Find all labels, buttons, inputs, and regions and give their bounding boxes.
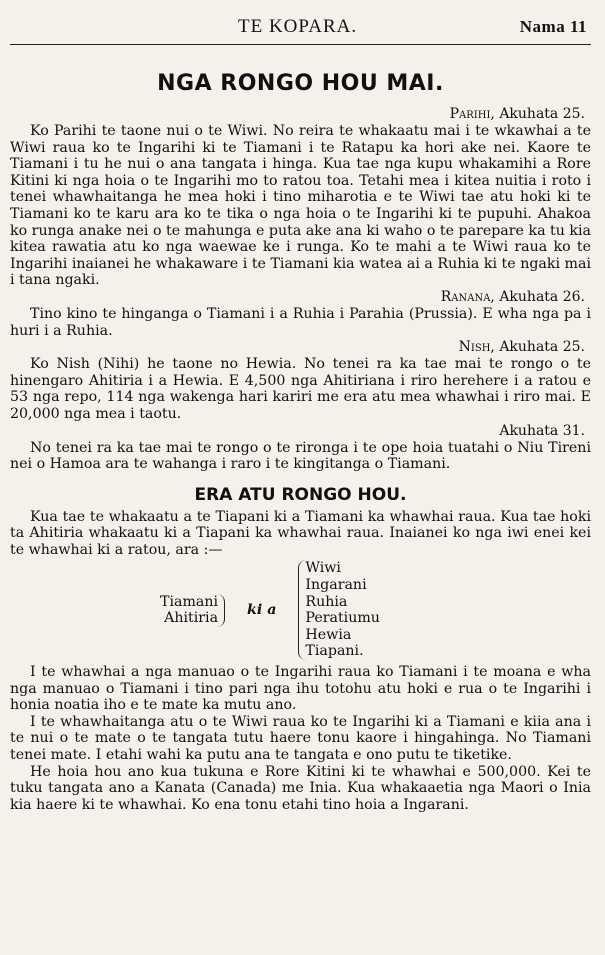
intro-paragraph: Kua tae te whakaatu a te Tiapani ki a Tiamani ka whawhai raua. Kua tae hoki ta Ahitiria whakaatu ki a Tiapani ka whawhai raua. Inaianei ko nga iwi enei kei te whawhai ki a ratou, ara :—: [10, 508, 591, 558]
news-paragraph: Ko Nish (Nihi) he taone no Hewia. No tenei ra ka tae mai te rongo o te hinengaro Ahitiria i a Hewia. E 4,500 nga Ahitiriana i riro herehere i a ratou e 53 nga repo, 114 nga wakenga hari kariri me era atu mea whawhai i riro mai. E 20,000 nga mea i taotu.: [10, 356, 591, 422]
news-paragraph: He hoia hou ano kua tukuna e Rore Kitini ki te whawhai e 500,000. Kei te tuku tangata ano a Kanata (Canada) me Inia. Kua whakaaetia nga Maori o Inia kia haere ki te whawhai. Ko ena tonu etahi tino hoia a Ingarani.: [10, 763, 591, 813]
running-header: [10, 0, 591, 45]
news-item: [10, 339, 591, 422]
versus-connector: ki a: [247, 601, 277, 618]
dateline: [10, 106, 591, 123]
dateline-date: Akuhata 31.: [499, 422, 585, 439]
nation-name: Ingarani: [305, 577, 367, 594]
allies-list: [298, 560, 380, 660]
dateline: [10, 339, 591, 356]
news-paragraph: Ko Parihi te taone nui o te Wiwi. No reira te whakaatu mai i te wkawhai a te Wiwi raua ko te Ingarihi ki te Tiamani i te Ratapu ka hori ake nei. Kaore te Tiamani i tu he nui o ana tangata i hinga. Kua tae nga kupu whakamihi a Rore Kitini ki nga hoia o te Ingarihi mo to ratou toa. Tetahi mea i kitea nuitia i roto i tenei whawhaitanga he mea hoki i tino miharotia e te Wiwi tae atu hoki ki te Tiamani ko te karu ara ko te tika o nga hoia o te Ingarihi ki te pupuhi. Ahakoa ko runga anake nei o te mahunga e puta ake ana ki waho o te parepare ka tu kia kitea rawatia atu ko nga waewae ke i runga. Ko te mahi a te Wiwi raua ko te Ingarihi inaianei he whakaware i te Tiamani kia watea ai a Ruhia ki te ngaki mai i tana ngaki.: [10, 123, 591, 289]
nation-name: Ruhia: [305, 593, 348, 610]
news-item: [10, 106, 591, 289]
news-paragraph: I te whawhai a nga manuao o te Ingarihi raua ko Tiamani i te moana e wha nga manuao o Tiamani i tino pari nga ihu totohu atu hoki e rua o te Ingarihi i honia noatia iho e te mate ka mutu ano.: [10, 664, 591, 714]
dateline-place: Ranana,: [440, 288, 495, 305]
news-paragraph: Tino kino te hinganga o Tiamani i a Ruhia i Parahia (Prussia). E wha nga pa i huri i a Ruhia.: [10, 305, 591, 339]
dateline-place: Parihi,: [449, 106, 495, 122]
belligerents-brace: [160, 560, 591, 660]
nation-name: Hewia: [305, 626, 352, 643]
news-paragraph: No tenei ra ka tae mai te rongo o te rironga i te ope hoia tuatahi o Niu Tireni nei o Hamoa ara te wahanga i raro i te kingitanga o Tiamani.: [10, 439, 591, 473]
news-paragraph: I te whawhaitanga atu o te Wiwi raua ko te Ingarihi ki a Tiamani e kiia ana i te nui o te mate o te tangata tutu haere tonu kaore i hingahinga. No Tiamani tenei mate. I etahi wahi ka putu ana te tangata e ono putu te tiketike.: [10, 713, 591, 763]
dateline: [10, 423, 591, 440]
publication-title: TE KOPARA.: [238, 16, 358, 37]
section-heading-news: NGA RONGO HOU MAI.: [157, 71, 444, 96]
dateline-date: Akuhata 25.: [494, 339, 585, 356]
nation-name: Tiapani.: [305, 643, 364, 660]
dateline-place: Nish,: [458, 339, 495, 356]
dateline-date: Akuhata 25.: [494, 106, 585, 122]
nation-name: Tiamani: [160, 593, 219, 610]
news-item: [10, 289, 591, 339]
central-powers-list: [160, 594, 225, 627]
page-number: Nama 11: [519, 17, 587, 36]
dateline: [10, 289, 591, 306]
nation-name: Peratiumu: [305, 610, 380, 627]
news-item: [10, 423, 591, 473]
dateline-date: Akuhata 26.: [494, 288, 585, 305]
section-heading-other-news: ERA ATU RONGO HOU.: [194, 484, 407, 505]
nation-name: Ahitiria: [164, 610, 219, 627]
nation-name: Wiwi: [305, 560, 341, 577]
